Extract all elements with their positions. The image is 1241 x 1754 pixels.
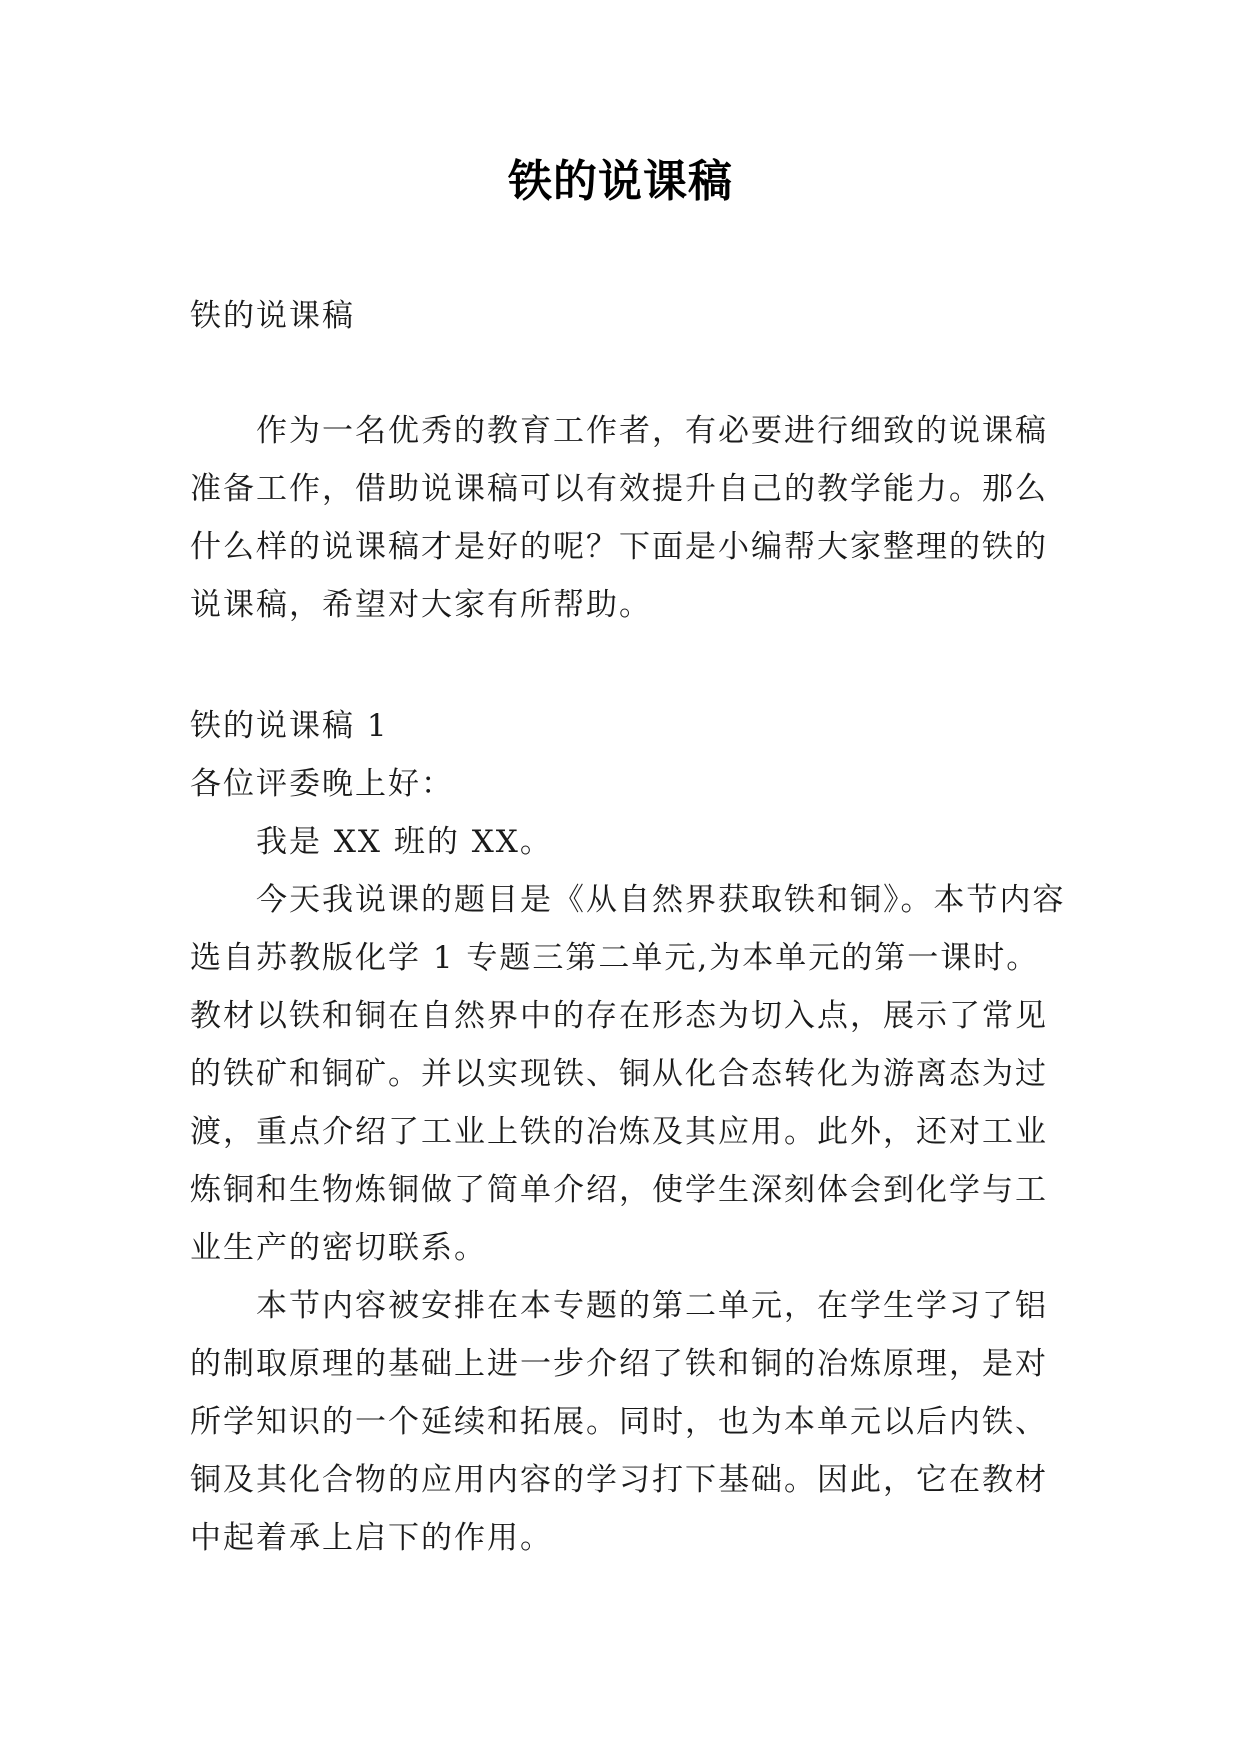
- intro-section: [190, 402, 1070, 634]
- section-1: [190, 697, 1070, 1567]
- greeting-line: 各位评委晚上好：: [190, 766, 454, 802]
- document-title: 铁的说课稿: [508, 156, 733, 207]
- section-heading: 铁的说课稿 1: [190, 708, 389, 744]
- intro-paragraph: 作为一名优秀的教育工作者，有必要进行细致的说课稿准备工作，借助说课稿可以有效提升自己的教学能力。那么什么样的说课稿才是好的呢？下面是小编帮大家整理的铁的说课稿，希望对大家有所帮助。: [190, 413, 1048, 623]
- document-subtitle: 铁的说课稿: [190, 298, 355, 334]
- paragraph: 我是 XX 班的 XX。: [256, 824, 553, 860]
- paragraph: 今天我说课的题目是《从自然界获取铁和铜》。本节内容选自苏教版化学 1 专题三第二单元,为本单元的第一课时。教材以铁和铜在自然界中的存在形态为切入点，展示了常见的铁矿和铜矿。并以实现铁、铜从化合态转化为游离态为过渡，重点介绍了工业上铁的冶炼及其应用。此外，还对工业炼铜和生物炼铜做了简单介绍，使学生深刻体会到化学与工业生产的密切联系。: [190, 882, 1066, 1266]
- paragraph: 本节内容被安排在本专题的第二单元，在学生学习了铝的制取原理的基础上进一步介绍了铁和铜的冶炼原理，是对所学知识的一个延续和拓展。同时，也为本单元以后内铁、铜及其化合物的应用内容的学习打下基础。因此，它在教材中起着承上启下的作用。: [190, 1288, 1048, 1556]
